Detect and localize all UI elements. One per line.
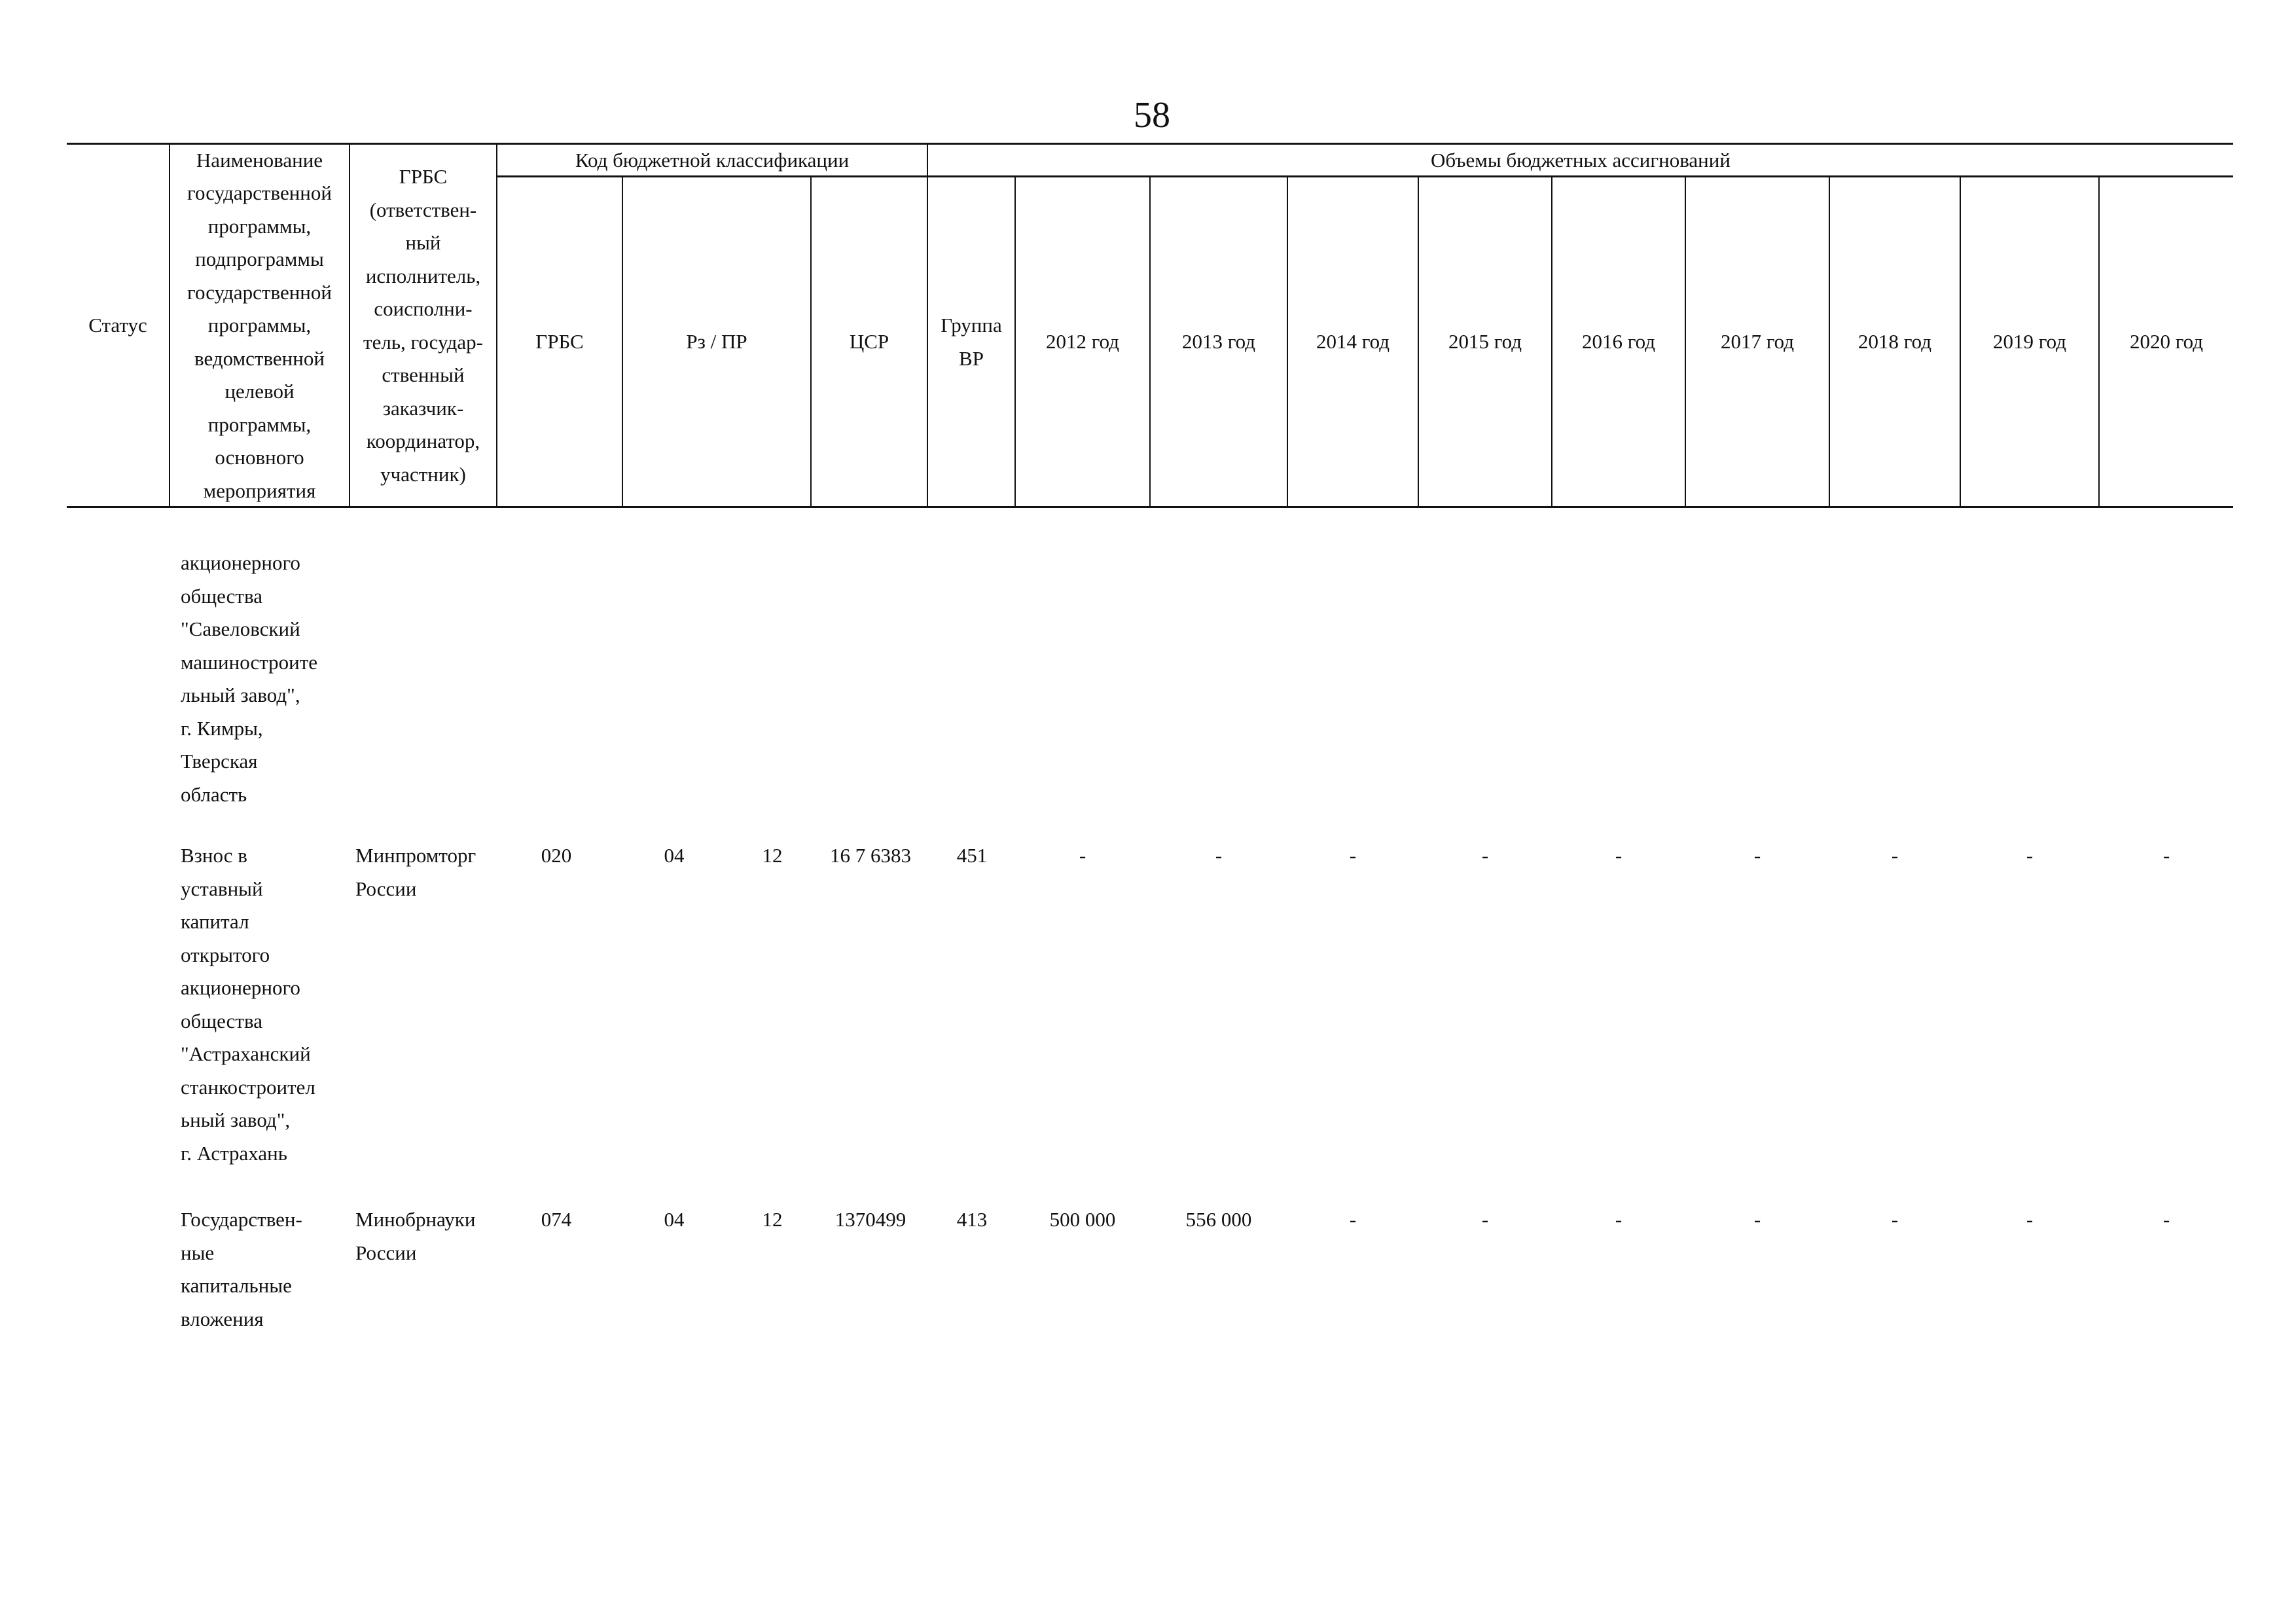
header-year-2020	[2100, 178, 2233, 506]
header-code-csr	[812, 178, 927, 506]
row-2-year-2014: -	[1349, 844, 1357, 867]
row-2-year-2012: -	[1079, 844, 1086, 867]
header-year-label: 2016 год	[1581, 330, 1656, 354]
header-grbs-role	[350, 145, 496, 506]
header-volumes-group	[928, 145, 2233, 175]
header-top-rule	[67, 143, 2233, 145]
header-year-2018	[1830, 178, 1960, 506]
row-3-pr: 12	[762, 1208, 783, 1231]
header-code-group-label: Код бюджетной классификации	[575, 148, 850, 172]
header-year-label: 2019 год	[1992, 330, 2067, 354]
row-2-year-2017: -	[1753, 844, 1761, 867]
row-2-year-2015: -	[1481, 844, 1489, 867]
row-2-year-2016: -	[1615, 844, 1623, 867]
header-status-label: Статус	[88, 314, 147, 337]
row-2-grbs-name: Минпромторг России	[355, 844, 476, 900]
header-code-grbs-label: ГРБС	[535, 330, 584, 354]
row-2-year-2019: -	[2026, 844, 2034, 867]
row-3-rz: 04	[664, 1208, 685, 1231]
row-2-year-2020: -	[2162, 844, 2170, 867]
row-3-year-2018: -	[1891, 1208, 1899, 1231]
header-year-label: 2018 год	[1857, 330, 1932, 354]
header-year-2017	[1686, 178, 1829, 506]
header-year-2019	[1961, 178, 2098, 506]
header-year-label: 2017 год	[1720, 330, 1795, 354]
header-year-label: 2015 год	[1448, 330, 1522, 354]
row-2-pr: 12	[762, 844, 783, 867]
row-3-name: Государствен- ные капитальные вложения	[181, 1208, 302, 1330]
header-year-2013	[1151, 178, 1287, 506]
row-2-vr: 451	[956, 844, 988, 867]
row-1-name: акционерного общества "Савеловский машиностроите льный завод", г. Кимры, Тверская область	[181, 551, 318, 806]
header-year-2015	[1419, 178, 1551, 506]
page-number: 58	[1134, 95, 1170, 136]
header-status	[67, 145, 169, 506]
header-year-label: 2020 год	[2129, 330, 2204, 354]
header-code-vr-label: Группа ВР	[941, 314, 1002, 370]
row-2-rz: 04	[664, 844, 685, 867]
row-3-year-2015: -	[1481, 1208, 1489, 1231]
header-year-2012	[1016, 178, 1149, 506]
row-3-year-2016: -	[1615, 1208, 1623, 1231]
header-year-label: 2012 год	[1045, 330, 1120, 354]
row-3-year-2012: 500 000	[1049, 1208, 1116, 1231]
header-name	[170, 145, 349, 506]
row-3-year-2020: -	[2162, 1208, 2170, 1231]
header-code-grbs	[497, 178, 622, 506]
row-3-vr: 413	[956, 1208, 988, 1231]
header-code-group	[497, 145, 927, 175]
header-year-label: 2014 год	[1316, 330, 1390, 354]
row-3-grbs: 074	[541, 1208, 572, 1231]
row-3-year-2013: 556 000	[1185, 1208, 1252, 1231]
row-2-year-2013: -	[1215, 844, 1223, 867]
row-2-csr: 16 7 6383	[830, 844, 911, 867]
header-year-label: 2013 год	[1181, 330, 1256, 354]
row-3-year-2019: -	[2026, 1208, 2034, 1231]
row-2-name: Взнос в уставный капитал открытого акционерного общества "Астраханский станкостроител ьный завод", г. Астрахань	[181, 844, 315, 1165]
header-grbs-role-label: ГРБС (ответствен- ный исполнитель, соисполни- тель, государ- ственный заказчик- координатор, участник)	[363, 165, 483, 486]
header-year-2014	[1288, 178, 1418, 506]
header-year-2016	[1552, 178, 1685, 506]
header-code-rzpr-label: Рз / ПР	[686, 330, 747, 354]
row-3-year-2014: -	[1349, 1208, 1357, 1231]
header-code-csr-label: ЦСР	[849, 330, 889, 354]
header-name-label: Наименование государственной программы, подпрограммы государственной программы, ведомственной целевой программы, основного мероприятия	[187, 148, 332, 502]
header-code-vr	[928, 178, 1014, 506]
row-2-year-2018: -	[1891, 844, 1899, 867]
header-volumes-group-label: Объемы бюджетных ассигнований	[1431, 148, 1731, 172]
row-3-csr: 1370499	[834, 1208, 906, 1231]
row-3-year-2017: -	[1753, 1208, 1761, 1231]
row-3-grbs-name: Минобрнауки России	[355, 1208, 476, 1264]
row-2-grbs: 020	[541, 844, 572, 867]
header-code-rzpr	[623, 178, 810, 506]
